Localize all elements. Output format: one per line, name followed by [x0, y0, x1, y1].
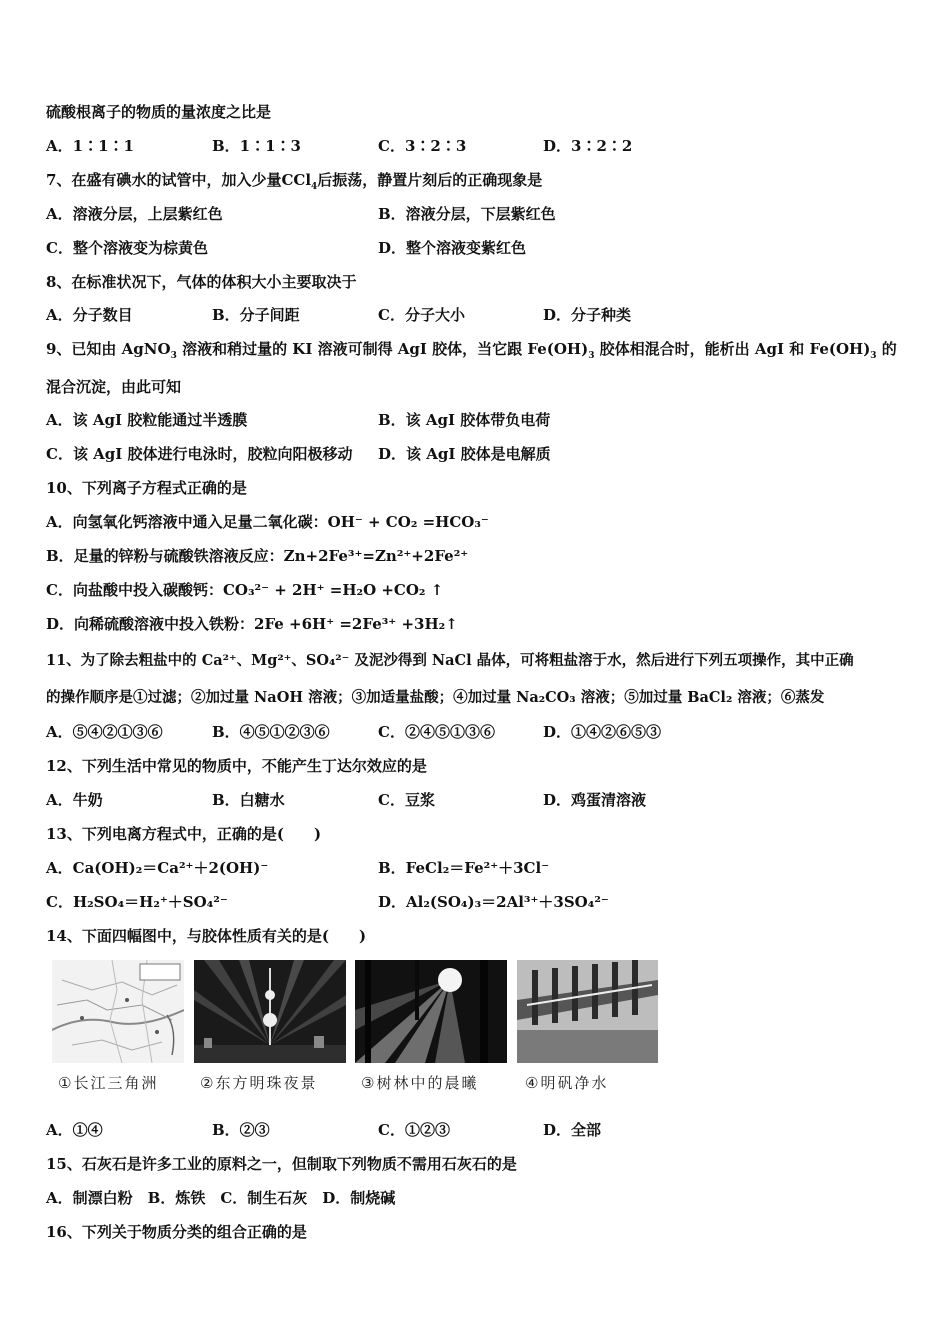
q12-option-a: A．牛奶	[46, 791, 103, 809]
q12-option-c: C．豆浆	[378, 791, 435, 809]
q11-option-b: B．④⑤①②③⑥	[212, 723, 330, 741]
q7-option-b: B．溶液分层，下层紫红色	[378, 205, 556, 223]
q11-stem-line1: 11、为了除去粗盐中的 Ca²⁺、Mg²⁺、SO₄²⁻ 及泥沙得到 NaCl 晶体，可将粗盐溶于水，然后进行下列五项操作，其中正确	[46, 652, 854, 669]
q8-option-d: D．分子种类	[543, 306, 632, 324]
q14-option-d: D．全部	[543, 1121, 602, 1139]
q11-option-a: A．⑤④②①③⑥	[46, 723, 163, 741]
q9-stem-line2: 混合沉淀，由此可知	[46, 378, 182, 396]
q8-option-c: C．分子大小	[378, 306, 465, 324]
q9-option-a: A．该 AgI 胶粒能通过半透膜	[46, 411, 248, 429]
alum-water-purification-image	[517, 960, 658, 1063]
q13-option-c: C．H₂SO₄＝H₂⁺＋SO₄²⁻	[46, 893, 228, 911]
q11-option-c: C．②④⑤①③⑥	[378, 723, 495, 741]
q10-option-a: A．向氢氧化钙溶液中通入足量二氧化碳：OH⁻ + CO₂ =HCO₃⁻	[46, 513, 489, 531]
q13-stem: 13、下列电离方程式中，正确的是( )	[46, 825, 322, 843]
q6-option-a: A．1∶1∶1	[46, 137, 134, 155]
q7-option-a: A．溶液分层，上层紫红色	[46, 205, 223, 223]
q6-option-d: D．3∶2∶2	[543, 137, 633, 155]
yangtze-delta-map-image	[52, 960, 184, 1063]
q6-option-c: C．3∶2∶3	[378, 137, 467, 155]
q11-option-d: D．①④②⑥⑤③	[543, 723, 662, 741]
q14-caption-1: ①长江三角洲	[58, 1074, 159, 1092]
q14-option-b: B．②③	[212, 1121, 270, 1139]
q9-option-b: B．该 AgI 胶体带负电荷	[378, 411, 551, 429]
q9-option-c: C．该 AgI 胶体进行电泳时，胶粒向阳极移动	[46, 445, 353, 463]
q15-options: A．制漂白粉 B．炼铁 C．制生石灰 D．制烧碱	[46, 1189, 396, 1207]
q14-caption-4: ④明矾净水	[525, 1074, 609, 1092]
q7-option-c: C．整个溶液变为棕黄色	[46, 239, 208, 257]
q14-option-c: C．①②③	[378, 1121, 450, 1139]
q9-stem-line1: 9、已知由 AgNO$_3$ 溶液和稍过量的 KI 溶液可制得 AgI 胶体，当它跟 $Fe(OH)_3$ 胶体相混合时，能析出 AgI 和 $Fe(OH)_3$ 的	[46, 340, 897, 361]
q6-stem-tail: 硫酸根离子的物质的量浓度之比是	[46, 103, 272, 121]
q8-stem: 8、在标准状况下，气体的体积大小主要取决于	[46, 273, 357, 291]
q13-option-d: D．Al₂(SO₄)₃＝2Al³⁺＋3SO₄²⁻	[378, 893, 609, 911]
q12-stem: 12、下列生活中常见的物质中，不能产生丁达尔效应的是	[46, 757, 427, 775]
q12-option-d: D．鸡蛋清溶液	[543, 791, 647, 809]
q14-caption-3: ③树林中的晨曦	[361, 1074, 479, 1092]
q13-option-a: A．Ca(OH)₂＝Ca²⁺＋2(OH)⁻	[46, 859, 269, 877]
q12-option-b: B．白糖水	[212, 791, 285, 809]
oriental-pearl-night-image	[194, 960, 346, 1063]
q15-stem: 15、石灰石是许多工业的原料之一，但制取下列物质不需用石灰石的是	[46, 1155, 517, 1173]
q7-option-d: D．整个溶液变紫红色	[378, 239, 527, 257]
q10-stem: 10、下列离子方程式正确的是	[46, 479, 247, 497]
q16-stem: 16、下列关于物质分类的组合正确的是	[46, 1223, 307, 1241]
q14-caption-2: ②东方明珠夜景	[200, 1074, 318, 1092]
q9-option-d: D．该 AgI 胶体是电解质	[378, 445, 551, 463]
q10-option-d: D．向稀硫酸溶液中投入铁粉：2Fe +6H⁺ =2Fe³⁺ +3H₂↑	[46, 615, 458, 633]
q11-stem-line2: 的操作顺序是①过滤；②加过量 NaOH 溶液；③加适量盐酸；④加过量 Na₂CO₃ 溶液；⑤加过量 BaCl₂ 溶液；⑥蒸发	[46, 689, 825, 706]
q8-option-b: B．分子间距	[212, 306, 300, 324]
q7-stem: 7、在盛有碘水的试管中，加入少量CCl$_4$后振荡，静置片刻后的正确现象是	[46, 171, 543, 192]
q10-option-c: C．向盐酸中投入碳酸钙：CO₃²⁻ + 2H⁺ =H₂O +CO₂ ↑	[46, 581, 444, 599]
q13-option-b: B．FeCl₂＝Fe²⁺＋3Cl⁻	[378, 859, 550, 877]
q14-figure-row	[52, 960, 658, 1065]
q14-option-a: A．①④	[46, 1121, 103, 1139]
forest-morning-light-image	[355, 960, 507, 1063]
q6-option-b: B．1∶1∶3	[212, 137, 301, 155]
q8-option-a: A．分子数目	[46, 306, 133, 324]
q14-stem: 14、下面四幅图中，与胶体性质有关的是( )	[46, 927, 367, 945]
q10-option-b: B．足量的锌粉与硫酸铁溶液反应：Zn+2Fe³⁺=Zn²⁺+2Fe²⁺	[46, 547, 469, 565]
